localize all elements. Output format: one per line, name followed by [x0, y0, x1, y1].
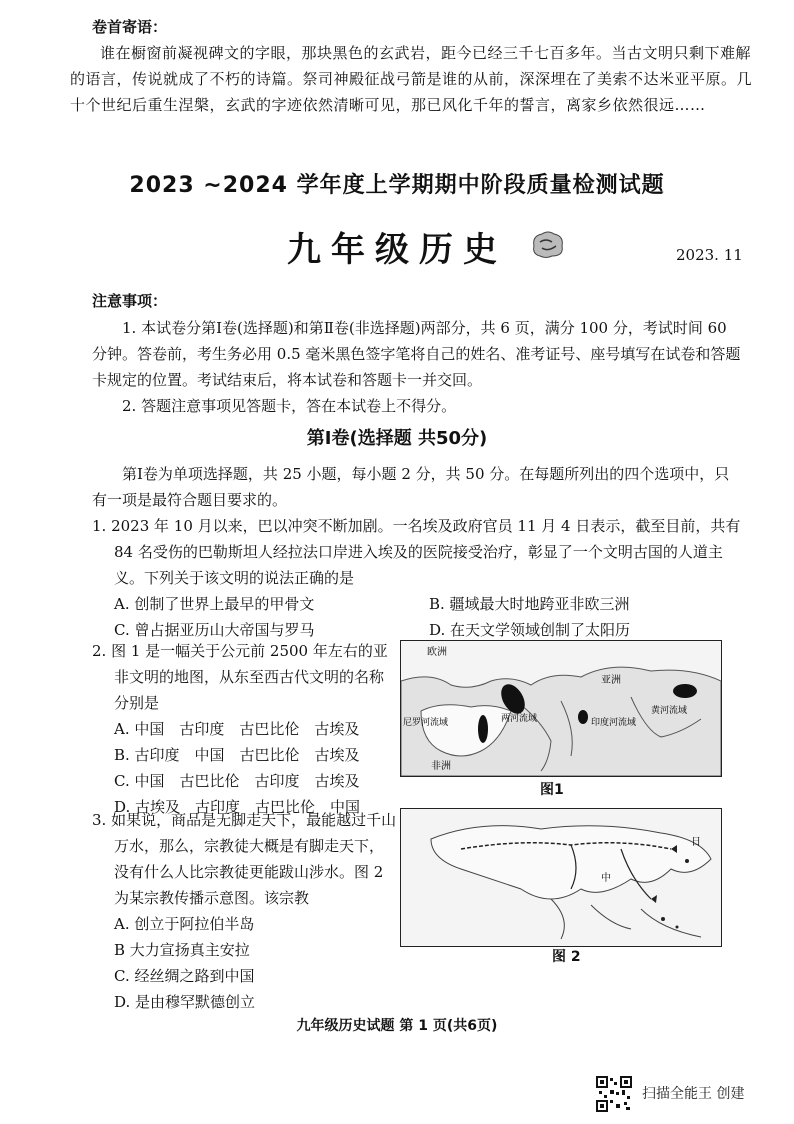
question-1-option-d: D. 在天文学领域创制了太阳历 [429, 621, 631, 639]
preface-title: 卷首寄语： [92, 18, 168, 36]
question-2-option-a: A. 中国 古印度 古巴比伦 古埃及 [114, 720, 360, 738]
map2-label-japan: 日 [691, 837, 701, 848]
question-3 [92, 807, 397, 1015]
question-1 [92, 513, 742, 643]
page-footer: 九年级历史试题 第 1 页(共6页) [296, 1018, 498, 1034]
figure-1-caption: 图1 [540, 782, 564, 798]
notice-title: 注意事项： [92, 292, 168, 310]
figure-2-caption: 图 2 [552, 949, 581, 965]
qr-code-icon [596, 1076, 632, 1112]
map1-label-africa: 非洲 [431, 761, 451, 772]
question-1-option-c: C. 曾占据亚历山大帝国与罗马 [114, 621, 315, 639]
map1-label-yellow: 黄河流域 [651, 706, 688, 716]
question-2-stem: 2. 图 1 是一幅关于公元前 2500 年左右的亚非文明的地图，从东至西古代文明的名称分别是 [92, 642, 388, 712]
map1-label-two-rivers: 两河流域 [501, 714, 538, 724]
map1-label-indus: 印度河流域 [591, 718, 637, 728]
question-1-stem: 1. 2023 年 10 月以来，巴以冲突不断加剧。一名埃及政府官员 11 月 4 日表示，截至目前，共有 84 名受伤的巴勒斯坦人经拉法口岸进入埃及的医院接受治疗，彰显了一个文明古国的人道主义。下列关于该文明的说法正确的是 [92, 517, 741, 587]
exam-date: 2023. 11 [676, 246, 743, 264]
question-2-option-b: B. 古印度 中国 古巴比伦 古埃及 [114, 746, 360, 764]
question-3-option-c: C. 经丝绸之路到中国 [114, 967, 255, 985]
map1-label-europe: 欧洲 [427, 647, 447, 658]
question-2-option-d: D. 古埃及 古印度 古巴比伦 中国 [114, 798, 361, 816]
map1-label-nile: 尼罗河流域 [403, 718, 449, 728]
question-3-option-a: A. 创立于阿拉伯半岛 [114, 915, 255, 933]
question-2-option-c: C. 中国 古巴比伦 古印度 古埃及 [114, 772, 360, 790]
map1-label-asia: 亚洲 [601, 675, 621, 686]
question-2 [92, 638, 397, 820]
exam-title: 2023 ~2024 学年度上学期期中阶段质量检测试题 [129, 173, 665, 198]
preface-text: 谁在橱窗前凝视碑文的字眼，那块黑色的玄武岩，距今已经三千七百多年。当古文明只剩下难解的语言，传说就成了不朽的诗篇。祭司神殿征战弓箭是谁的从前，深深埋在了美索不达米亚平原。几十个世纪后重生涅槃，玄武的字迹依然清晰可见，那已风化千年的誓言，离家乡依然很远…… [70, 44, 753, 114]
figure-1-map [400, 640, 722, 777]
question-1-option-a: A. 创制了世界上最早的甲骨文 [114, 595, 315, 613]
section-title: 第Ⅰ卷(选择题 共50分) [306, 428, 488, 449]
stamp-icon [530, 228, 566, 260]
notice-item-1: 1. 本试卷分第Ⅰ卷(选择题)和第Ⅱ卷(非选择题)两部分，共 6 页，满分 100 分，考试时间 60 分钟。答卷前，考生务必用 0.5 毫米黑色签字笔将自己的姓名、准考证号、座号填写在试卷和答题卡规定的位置。考试结束后，将本试卷和答题卡一并交回。 [92, 319, 741, 389]
subject-title: 九年级历史 [287, 230, 507, 270]
question-3-stem: 3. 如果说，商品是无脚走天下，最能越过千山万水，那么，宗教徒大概是有脚走天下，没有什么人比宗教徒更能跋山涉水。图 2 为某宗教传播示意图。该宗教 [92, 811, 397, 907]
question-1-option-b: B. 疆域最大时地跨亚非欧三洲 [429, 595, 630, 613]
map2-label-china: 中 [601, 873, 611, 884]
figure-2-map [400, 808, 722, 947]
section-desc: 第Ⅰ卷为单项选择题，共 25 小题，每小题 2 分，共 50 分。在每题所列出的四个选项中，只有一项是最符合题目要求的。 [92, 465, 730, 509]
question-3-option-b: B 大力宣扬真主安拉 [114, 941, 250, 959]
question-3-option-d: D. 是由穆罕默德创立 [114, 993, 256, 1011]
watermark-text: 扫描全能王 创建 [642, 1086, 745, 1102]
notice-item-2: 2. 答题注意事项见答题卡，答在本试卷上不得分。 [122, 397, 457, 415]
